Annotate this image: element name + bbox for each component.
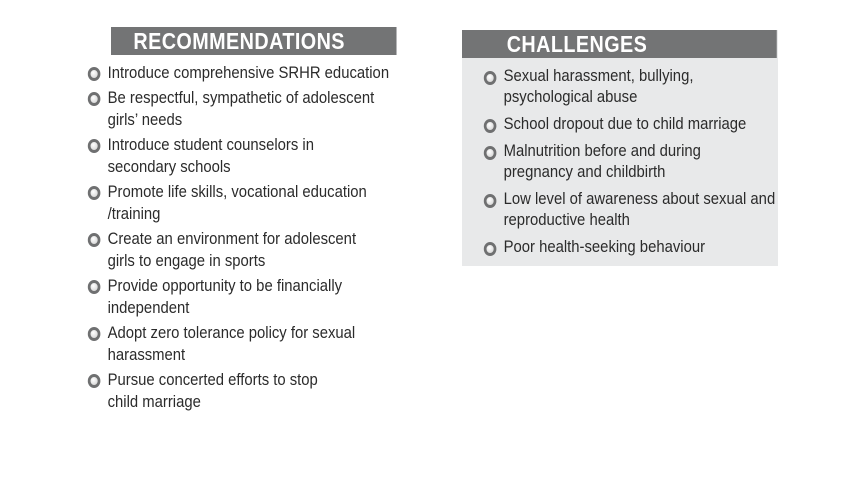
list-item: [86, 62, 390, 84]
list-item: [86, 275, 374, 319]
item-text: Promote life skills, vocational education: [107, 183, 367, 201]
bullet-circle-icon: [484, 71, 497, 85]
bullet-circle-icon: [88, 67, 101, 81]
item-text: Poor health-seeking behaviour: [503, 238, 706, 256]
item-text: Create an environment for adolescent: [107, 230, 357, 248]
item-text: secondary schools: [107, 158, 231, 176]
list-item: [86, 322, 374, 366]
item-text: child marriage: [107, 393, 201, 411]
bullet-circle-icon: [484, 146, 497, 160]
challenges-heading: CHALLENGES: [462, 30, 777, 58]
item-text: Adopt zero tolerance policy for sexual: [107, 324, 356, 342]
challenges-panel: [462, 30, 778, 266]
list-item: [482, 114, 748, 135]
bullet-circle-icon: [88, 280, 101, 294]
recommendations-panel: [86, 27, 406, 416]
bullet-circle-icon: [88, 327, 101, 341]
challenges-list: [462, 66, 778, 258]
item-text: Low level of awareness about sexual and: [503, 190, 776, 208]
bullet-circle-icon: [88, 374, 101, 388]
list-item: [86, 181, 374, 225]
item-text: Introduce comprehensive SRHR education: [107, 64, 390, 82]
bullet-circle-icon: [484, 194, 497, 208]
list-item: [482, 141, 748, 183]
list-item: [482, 66, 748, 108]
list-item: [86, 228, 374, 272]
recommendations-list: [86, 62, 406, 413]
item-text: Sexual harassment, bullying,: [503, 67, 694, 85]
bullet-circle-icon: [484, 119, 497, 133]
list-item: [86, 134, 374, 178]
list-item: [482, 189, 776, 231]
bullet-circle-icon: [88, 233, 101, 247]
item-text: psychological abuse: [503, 88, 638, 106]
item-text: girls to engage in sports: [107, 252, 266, 270]
list-item: [86, 87, 374, 131]
item-text: independent: [107, 299, 190, 317]
bullet-circle-icon: [484, 242, 497, 256]
item-text: harassment: [107, 346, 186, 364]
item-text: girls’ needs: [107, 111, 183, 129]
bullet-circle-icon: [88, 139, 101, 153]
item-text: School dropout due to child marriage: [503, 115, 747, 133]
bullet-circle-icon: [88, 92, 101, 106]
item-text: reproductive health: [503, 211, 630, 229]
item-text: Be respectful, sympathetic of adolescent: [107, 89, 375, 107]
list-item: [86, 369, 374, 413]
item-text: pregnancy and childbirth: [503, 163, 666, 181]
item-text: Malnutrition before and during: [503, 142, 701, 160]
bullet-circle-icon: [88, 186, 101, 200]
item-text: /training: [107, 205, 161, 223]
list-item: [482, 237, 748, 258]
item-text: Provide opportunity to be financially: [107, 277, 343, 295]
item-text: Introduce student counselors in: [107, 136, 314, 154]
recommendations-heading: RECOMMENDATIONS: [111, 27, 397, 55]
item-text: Pursue concerted efforts to stop: [107, 371, 318, 389]
